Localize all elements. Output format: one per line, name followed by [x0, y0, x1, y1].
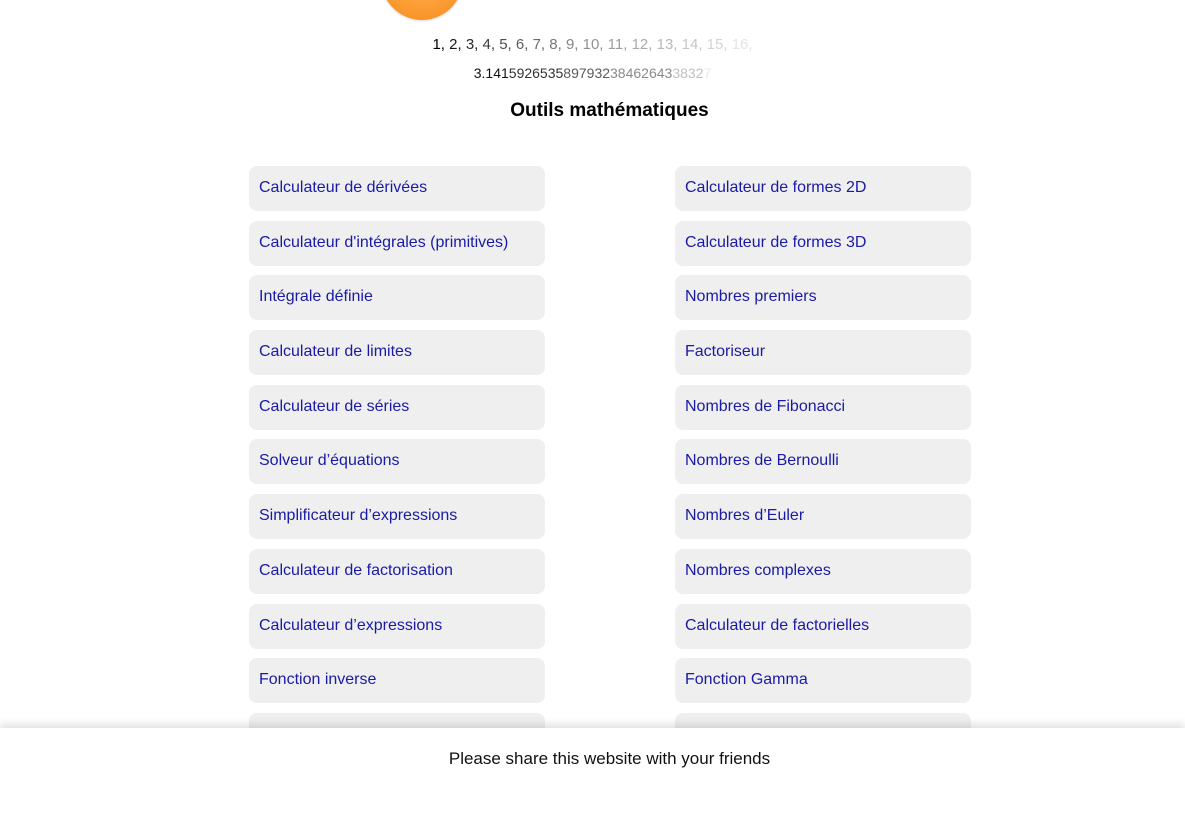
sequence-number: 2, [449, 36, 462, 53]
sequence-number: 16, [731, 36, 753, 53]
tool-link[interactable]: Calculateur d’expressions [249, 604, 545, 649]
pi-digit-chunk: 3.141 [473, 65, 509, 81]
sequence-number: 5, [499, 36, 512, 53]
tool-link[interactable]: Nombres de Fibonacci [675, 385, 971, 430]
tool-link[interactable]: Calculateur de factorisation [249, 549, 545, 594]
page-title: Outils mathématiques [510, 100, 709, 121]
sequence-number: 3, [465, 36, 479, 53]
tool-link[interactable]: Calculateur de formes 2D [675, 166, 971, 211]
tools-column-left [249, 166, 545, 768]
tools-column-right [675, 166, 971, 768]
tool-link[interactable]: Calculateur de limites [249, 330, 545, 375]
tool-link[interactable]: Nombres de Bernoulli [675, 439, 971, 484]
tool-link[interactable]: Calculateur de formes 3D [675, 221, 971, 266]
tool-link[interactable]: Calculateur de dérivées [249, 166, 545, 211]
sequence-number: 15, [706, 36, 728, 53]
sequence-number: 8, [549, 36, 562, 53]
sequence-number: 10, [582, 36, 604, 53]
tool-link[interactable]: Intégrale définie [249, 275, 545, 320]
tool-link[interactable]: Fonction Gamma [675, 658, 971, 703]
sequence-number: 12, [631, 36, 653, 53]
share-text: Please share this website with your friends [448, 749, 771, 768]
number-sequence [0, 36, 1185, 53]
sequence-number: 7, [532, 36, 546, 53]
sequence-number: 14, [681, 36, 703, 53]
sequence-number: 13, [656, 36, 678, 53]
pi-digit-chunk: 897932 [563, 65, 611, 81]
tool-link[interactable]: Simplificateur d’expressions [249, 494, 545, 539]
tool-link[interactable]: Nombres d’Euler [675, 494, 971, 539]
sequence-number: 1, [432, 36, 445, 53]
tool-link[interactable]: Solveur d’équations [249, 439, 545, 484]
share-bar [0, 728, 1185, 828]
tool-link[interactable]: Calculateur de séries [249, 385, 545, 430]
tool-link[interactable]: Fonction inverse [249, 658, 545, 703]
sequence-number: 6, [515, 36, 529, 53]
sequence-number: 11, [607, 36, 628, 53]
tool-link[interactable]: Nombres premiers [675, 275, 971, 320]
sequence-number: 4, [482, 36, 496, 53]
pi-digit-chunk: 38462643 [610, 65, 673, 81]
tool-link[interactable]: Calculateur de factorielles [675, 604, 971, 649]
tool-link[interactable]: Factoriseur [675, 330, 971, 375]
pi-digit-chunk: 5926535 [508, 65, 564, 81]
orange-ball-logo-icon[interactable] [381, 0, 463, 20]
pi-digits [0, 65, 1185, 81]
pi-digit-chunk: 7 [703, 65, 712, 81]
tool-link[interactable]: Nombres complexes [675, 549, 971, 594]
pi-digit-chunk: 3832 [672, 65, 704, 81]
sequence-number: 9, [565, 36, 579, 53]
tool-link[interactable]: Calculateur d'intégrales (primitives) [249, 221, 545, 266]
